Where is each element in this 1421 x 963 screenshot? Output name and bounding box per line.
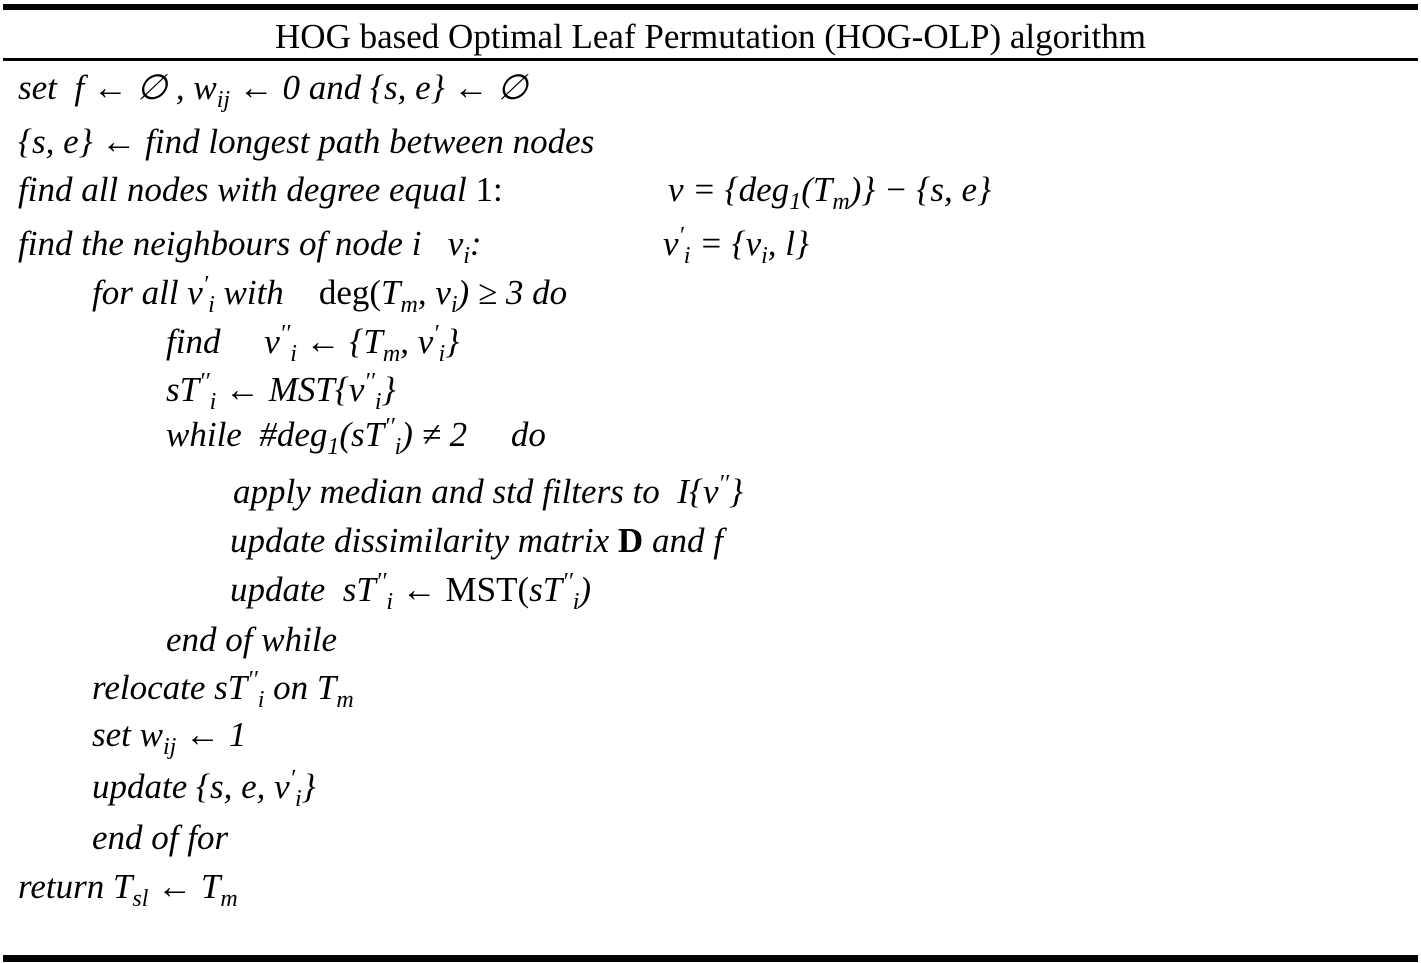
algorithm-line-1: set f ← ∅ , $w_{ij}$ ← 0 and {s, e} ← ∅ xyxy=(18,68,528,113)
algorithm-line-2: {s, e} ← find longest path between nodes xyxy=(18,122,595,161)
algorithm-line-11: update $sT''_i$ ← $MST(sT''_i)$ xyxy=(230,569,592,615)
algorithm-line-12: end of while xyxy=(166,620,338,659)
algorithm-line-3: find all nodes with degree equal 1: $v = \{deg_1(T_m)\} - \{s$, e} xyxy=(18,170,992,215)
algorithm-line-16: end of for xyxy=(92,818,229,857)
algorithm-title: HOG based Optimal Leaf Permutation (HOG-OLP) algorithm xyxy=(275,17,1146,56)
top-rule xyxy=(3,4,1418,10)
algorithm-line-9: apply median and std filters to I{v′′} xyxy=(233,471,743,511)
header-rule xyxy=(3,58,1418,61)
algorithm-line-15: update {s, e, $v'_i$} xyxy=(92,766,316,812)
matrix-d-symbol: D xyxy=(609,521,644,560)
algorithm-line-6: find $v''_i$ ← {$T_m$, $v'_i$} xyxy=(166,321,460,367)
algorithm-line-4: find the neighbours of node i $v_i$: $v'_i = \{v_i$, l} xyxy=(18,223,810,269)
bottom-rule xyxy=(3,955,1418,962)
algorithm-line-10: update dissimilarity matrix D and f xyxy=(230,521,723,560)
algorithm-line-5: for all $v'_i$ with $deg(T_m$, $v_i) \ge 3$ do xyxy=(92,272,568,318)
algorithm-line-8: while $\#deg_1(sT''_i) \ne 2$ do xyxy=(166,414,546,460)
algorithm-line-7: $sT''_i$ ← $MST\{v''_i\}$ xyxy=(166,369,396,415)
algorithm-line-17: return $T_{sl}$ ← $T_m$ xyxy=(18,867,238,912)
algorithm-line-13: relocate $sT''_i$ on $T_m$ xyxy=(92,667,354,713)
algorithm-line-14: set $w_{ij}$ ← 1 xyxy=(92,715,247,760)
